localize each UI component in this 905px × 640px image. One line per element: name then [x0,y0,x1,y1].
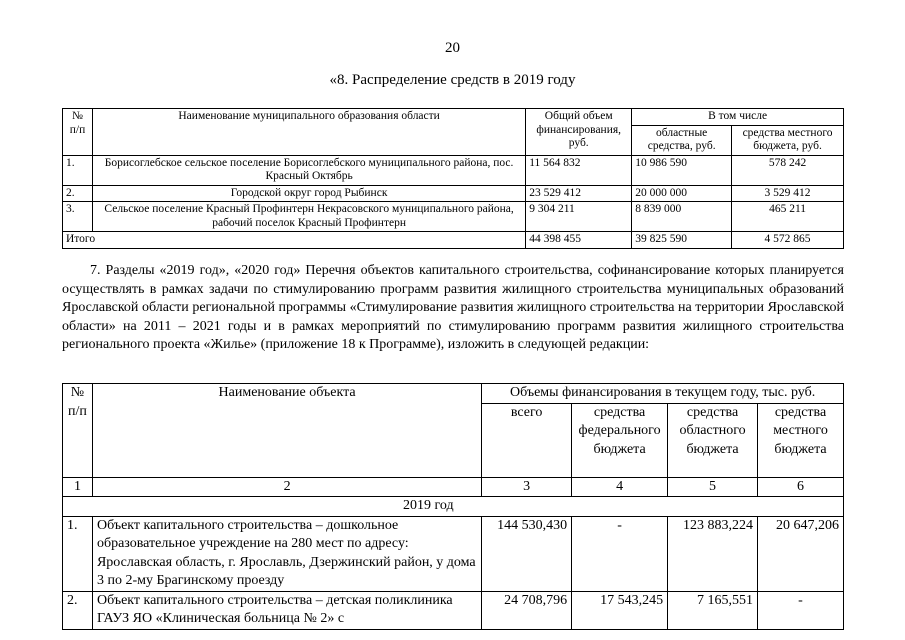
cell-federal: 17 543,245 [572,591,668,629]
col-number: 6 [758,477,844,497]
cell-regional: 20 000 000 [632,185,732,202]
cell-total: 23 529 412 [526,185,632,202]
table-header-row [63,384,844,404]
total-regional: 39 825 590 [632,232,732,249]
cell-total: 11 564 832 [526,155,632,185]
header-regional: областные средства, руб. [632,125,732,155]
cell-local: 465 211 [732,202,844,232]
table-row [63,155,844,185]
header-all: всего [482,403,572,477]
cell-num: 1. [63,516,93,591]
header-total: Общий объем финансирования, руб. [526,109,632,156]
header-regional: средства областного бюджета [668,403,758,477]
header-object-name: Наименование объекта [92,384,481,478]
capital-objects-table [62,383,844,630]
header-funding: Объемы финансирования в текущем году, тыс. руб. [482,384,844,404]
distribution-table [62,108,844,249]
year-label: 2019 год [63,497,844,517]
header-local: средства местного бюджета [758,403,844,477]
table-row [63,591,844,629]
total-label: Итого [63,232,526,249]
col-number: 3 [482,477,572,497]
cell-regional: 123 883,224 [668,516,758,591]
paragraph-item-7: 7. Разделы «2019 год», «2020 год» Перечня объектов капитального строительства, софинансирование которых планируется осуществлять в рамках задачи по стимулированию программ развития жилищного строительства муниципальных образований Ярославской области региональной программы «Стимулирование развития жилищного строительства на территории Ярославской области» на 2011 – 2021 годы и в рамках мероприятий по стимулированию программ развития жилищного строительства регионального проекта «Жилье» (приложение 18 к Программе), изложить в следующей редакции: [62,263,844,352]
header-num: № п/п [63,109,93,156]
column-numbers-row [63,477,844,497]
cell-name: Сельское поселение Красный Профинтерн Некрасовского муниципального района, рабочий поселок Красный Профинтерн [92,202,525,232]
header-federal: средства федерального бюджета [572,403,668,477]
table-row [63,185,844,202]
cell-all: 144 530,430 [482,516,572,591]
total-sum: 44 398 455 [526,232,632,249]
cell-local: 20 647,206 [758,516,844,591]
cell-local: 578 242 [732,155,844,185]
cell-num: 2. [63,185,93,202]
header-including: В том числе [632,109,844,126]
cell-regional: 10 986 590 [632,155,732,185]
cell-name: Городской округ город Рыбинск [92,185,525,202]
col-number: 5 [668,477,758,497]
table-row [63,202,844,232]
cell-total: 9 304 211 [526,202,632,232]
cell-all: 24 708,796 [482,591,572,629]
cell-federal: - [572,516,668,591]
col-number: 2 [92,477,481,497]
cell-num: 2. [63,591,93,629]
header-num: № п/п [63,384,93,478]
header-name: Наименование муниципального образования области [92,109,525,156]
cell-local: 3 529 412 [732,185,844,202]
cell-name: Борисоглебское сельское поселение Борисоглебского муниципального района, пос. Красный Октябрь [92,155,525,185]
cell-regional: 7 165,551 [668,591,758,629]
cell-num: 3. [63,202,93,232]
section-title: «8. Распределение средств в 2019 году [329,72,576,88]
cell-regional: 8 839 000 [632,202,732,232]
cell-object-name: Объект капитального строительства – детская поликлиника ГАУЗ ЯО «Клиническая больница № 2» с [92,591,481,629]
total-local: 4 572 865 [732,232,844,249]
col-number: 4 [572,477,668,497]
table-header-row [63,109,844,126]
header-local: средства местного бюджета, руб. [732,125,844,155]
year-row [63,497,844,517]
table-row [63,516,844,591]
cell-object-name: Объект капитального строительства – дошкольное образовательное учреждение на 280 мест по адресу: Ярославская область, г. Ярославль, Дзержинский район, у дома 3 по 2-му Брагинскому проезду [92,516,481,591]
cell-num: 1. [63,155,93,185]
cell-local: - [758,591,844,629]
total-row [63,232,844,249]
page-number: 20 [445,40,460,56]
col-number: 1 [63,477,93,497]
